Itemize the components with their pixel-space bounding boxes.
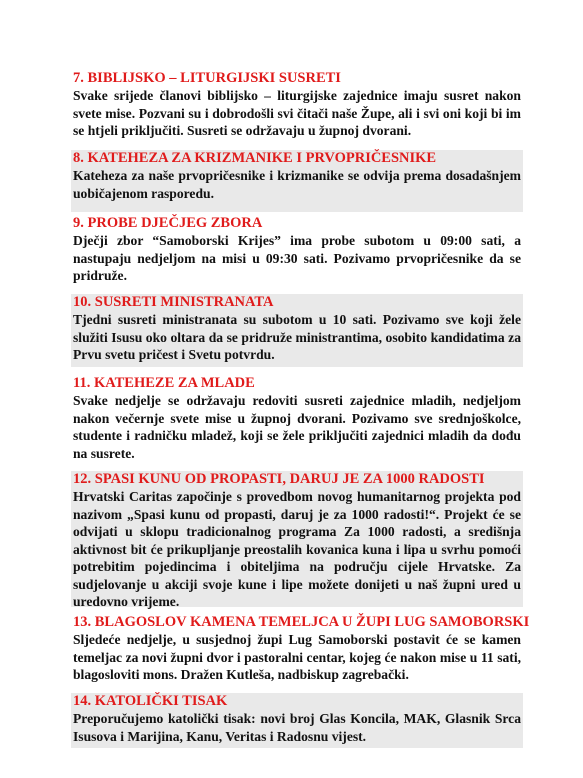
section-13 bbox=[71, 614, 530, 686]
section-title: 7. BIBLIJSKO – LITURGIJSKI SUSRETI bbox=[73, 70, 341, 86]
section-body: Preporučujemo katolički tisak: novi broj Glas Koncila, MAK, Glasnik Srca Isusova i Marijina, Kanu, Veritas i Radosnu vijest. bbox=[73, 711, 521, 744]
section-body: Svake srijede članovi biblijsko – liturgijske zajednice imaju susret nakon svete mise. Pozvani su i dobrodošli svi čitači naše Župe, ali i svi oni koji bi im se htjeli priključiti. Susreti se održavaju u župnoj dvorani. bbox=[73, 88, 521, 138]
section-7 bbox=[71, 70, 523, 138]
section-title: 10. SUSRETI MINISTRANATA bbox=[73, 294, 274, 310]
section-body: Svake nedjelje se održavaju redoviti susreti zajednice mladih, nedjeljom nakon večernje svete mise u župnoj dvorani. Pozivamo sve srednjoškolce, studente i radničku mladež, koji se žele priključiti zajednici mladih da dođu na susrete. bbox=[73, 393, 521, 461]
section-12 bbox=[71, 471, 523, 607]
section-9 bbox=[71, 215, 523, 283]
section-title: 13. BLAGOSLOV KAMENA TEMELJCA U ŽUPI LUG SAMOBORSKI bbox=[73, 614, 530, 630]
section-8 bbox=[71, 150, 523, 212]
section-body: Tjedni susreti ministranata su subotom u 10 sati. Pozivamo sve koji žele služiti Isusu oko oltara da se pridruže ministrantima, osobito kandidatima za Prvu svetu pričest i Svetu potvrdu. bbox=[73, 312, 521, 362]
section-body: Hrvatski Caritas započinje s provedbom novog humanitarnog projekta pod nazivom „Spasi kunu od propasti, daruj je za 1000 radosti!“. Projekt će se odvijati u sklopu tradicionalnog programa Za 1000 radosti, a središnja aktivnost bit će prikupljanje preostalih kovanica kuna i lipa u svrhu pomoći potrebitim pojedincima i obiteljima na području cijele Hrvatske. Za sudjelovanje u akciji svoje kune i lipe možete donijeti u naš župni ured u uredovno vrijeme. bbox=[73, 489, 521, 609]
section-body: Sljedeće nedjelje, u susjednoj župi Lug Samoborski postavit će se kamen temeljac za novi župni dvor i pastoralni centar, kojeg će nakon mise u 11 sati, blagosloviti mons. Dražen Kutleša, nadbiskup zagrebački. bbox=[73, 632, 521, 682]
section-14 bbox=[71, 693, 523, 748]
section-title: 9. PROBE DJEČJEG ZBORA bbox=[73, 215, 263, 231]
section-11 bbox=[71, 375, 523, 461]
section-title: 14. KATOLIČKI TISAK bbox=[73, 693, 228, 709]
section-title: 8. KATEHEZA ZA KRIZMANIKE I PRVOPRIČESNIKE bbox=[73, 150, 437, 166]
section-body: Kateheza za naše prvopričesnike i krizmanike se odvija prema dosadašnjem uobičajenom rasporedu. bbox=[73, 168, 521, 201]
section-body: Dječji zbor “Samoborski Krijes” ima probe subotom u 09:00 sati, a nastupaju nedjeljom na misi u 09:30 sati. Pozivamo prvopričesnike da se pridruže. bbox=[73, 233, 521, 283]
section-10 bbox=[71, 294, 523, 367]
section-title: 11. KATEHEZE ZA MLADE bbox=[73, 375, 255, 391]
section-title: 12. SPASI KUNU OD PROPASTI, DARUJ JE ZA 1000 RADOSTI bbox=[73, 471, 485, 487]
